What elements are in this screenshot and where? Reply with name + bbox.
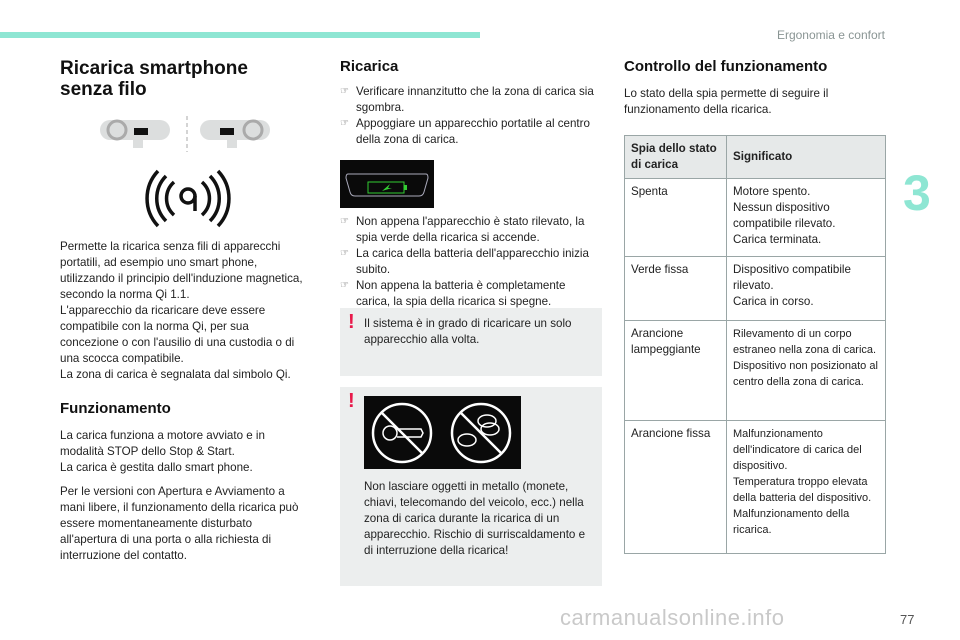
table-row [625,321,886,421]
section-title: Ergonomia e confort [776,28,885,42]
qi-illustration [100,116,270,231]
step: ☞ Non appena la batteria è completamente carica, la spia della ricarica si spegne. [340,278,602,310]
section-heading-funzionamento: Funzionamento [60,400,171,417]
car-dashboard-lhd-icon [100,120,170,148]
func-text-1: La carica funziona a motore avviato e in modalità STOP dello Stop & Start. [60,429,265,458]
header-meaning: Significato [727,136,886,179]
meaning-cell: Rilevamento di un corpo estraneo nella zona di carica. Dispositivo non posizionato al centro della zona di carica. [727,321,886,421]
chapter-tab: 3 [903,165,931,221]
page-number: 77 [900,612,915,627]
header-state: Spia dello stato di carica [625,136,727,179]
step: ☞ Verificare innanzitutto che la zona di carica sia sgombra. [340,84,602,116]
left-column [60,58,310,572]
note-text: Il sistema è in grado di ricaricare un solo apparecchio alla volta. [364,317,572,346]
state-cell: Spenta [625,179,727,257]
state-cell: Arancione fissa [625,421,727,554]
step: ☞ Non appena l'apparecchio è stato rilevato, la spia verde della ricarica si accende. [340,214,602,246]
middle-column [340,58,602,310]
intro-text-2: L'apparecchio da ricaricare deve essere compatibile con la norma Qi, per sua concezione o con l'ausilio di una custodia o di una scocca compatibile. [60,304,295,365]
step: ☞ Appoggiare un apparecchio portatile al centro della zona di carica. [340,116,602,148]
note-box [340,308,602,376]
table-row [625,257,886,321]
section-heading-controllo: Controllo del funzionamento [624,58,828,75]
state-cell: Verde fissa [625,257,727,321]
func-text-3: Per le versioni con Apertura e Avviamento a mani libere, il funzionamento della ricarica può essere momentaneamente disturbato all'apertura di una porta o alla richiesta di interruzione del contatto. [60,485,299,562]
no-metal-objects-image [364,396,521,469]
charge-indicator-image [340,160,434,208]
qi-symbol-icon [147,171,229,226]
controllo-intro: Lo stato della spia permette di seguire il funzionamento della ricarica. [624,87,829,116]
warning-text: Non lasciare oggetti in metallo (monete, chiavi, telecomando del veicolo, ecc.) nella zona di carica durante la ricarica di un apparecchio. Rischio di surriscaldamento e di interruzione della ricarica! [364,480,586,557]
table-row [625,179,886,257]
car-dashboard-rhd-icon [200,120,270,148]
step: ☞ La carica della batteria dell'apparecchio inizia subito. [340,246,602,278]
intro-text-1: Permette la ricarica senza fili di apparecchi portatili, ad esempio uno smart phone, utilizzando il principio dell'induzione magnetica, secondo la norma Qi 1.1. [60,240,303,301]
table-row [625,421,886,554]
meaning-cell: Malfunzionamento dell'indicatore di carica del dispositivo. Temperatura troppo elevata della batteria del dispositivo. Malfunzionamento della ricarica. [727,421,886,554]
watermark: carmanualsonline.info [560,605,785,630]
status-table [624,135,886,554]
page-title: Ricarica smartphone senza filo [60,58,248,100]
meaning-cell: Dispositivo compatibile rilevato. Carica in corso. [727,257,886,321]
func-text-2: La carica è gestita dallo smart phone. [60,461,253,474]
right-column [624,58,886,554]
intro-text-3: La zona di carica è segnalata dal simbolo Qi. [60,368,291,381]
section-heading-ricarica: Ricarica [340,58,399,75]
warning-icon: ! [348,311,355,333]
state-cell: Arancione lampeggiante [625,321,727,421]
meaning-cell: Motore spento. Nessun dispositivo compatibile rilevato. Carica terminata. [727,179,886,257]
warning-icon: ! [348,390,355,412]
warning-box [340,387,602,586]
